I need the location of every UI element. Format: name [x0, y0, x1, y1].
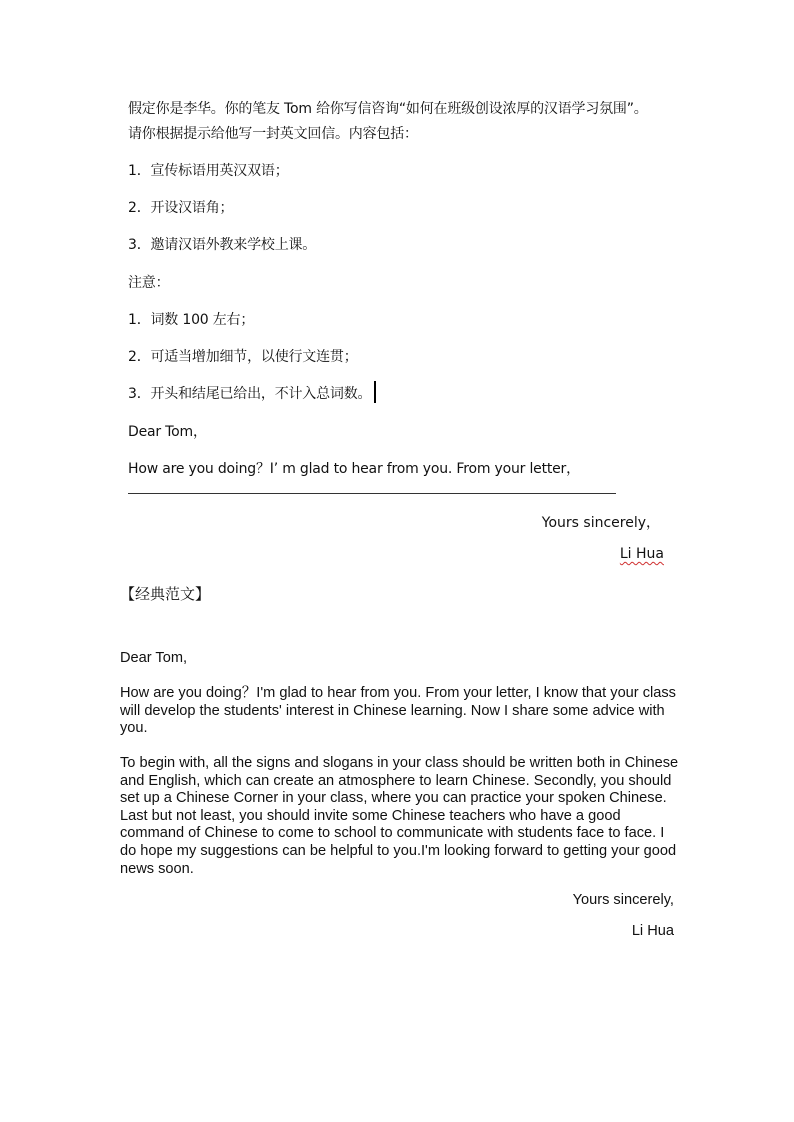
task-point-2: 2．开设汉语角； — [128, 200, 234, 216]
model-closing: Yours sincerely, — [572, 892, 674, 908]
model-heading: 【经典范文】 — [120, 585, 211, 603]
model-paragraph-2: To begin with, all the signs and slogans in your class should be written both in Chinese and English, which can create an atmosphere to learn Chinese. Secondly, you should set up a Chinese Corner in your class, where you can practice your spoken Chinese. Last but not least, you should invite some Chinese teachers who have a good command of Chinese to come to school to communicate with students face to face. I do hope my suggestions can be helpful to you.I'm looking forward to getting your good news soon. — [120, 755, 679, 877]
task-point-1: 1．宣传标语用英汉双语； — [128, 163, 289, 179]
model-signature: Li Hua — [631, 923, 674, 939]
model-salutation: Dear Tom, — [120, 650, 188, 666]
answer-blank-line — [128, 493, 616, 494]
notes-title: 注意： — [128, 275, 170, 291]
note-3-row — [128, 381, 376, 403]
task-closing: Yours sincerely， — [541, 515, 660, 531]
note-3: 3．开头和结尾已给出，不计入总词数。 — [128, 386, 372, 402]
model-paragraph-1: How are you doing？I'm glad to hear from you. From your letter, I know that your class will develop the students' interest in Chinese learning. Now I share some advice with you. — [120, 685, 676, 737]
text-cursor — [374, 381, 376, 403]
note-1: 1．词数 100 左右； — [128, 312, 255, 328]
task-opening: How are you doing？I’ m glad to hear from you. From your letter， — [128, 461, 580, 477]
note-2: 2．可适当增加细节，以使行文连贯； — [128, 349, 358, 365]
task-point-3: 3．邀请汉语外教来学校上课。 — [128, 237, 317, 253]
task-salutation: Dear Tom， — [128, 424, 207, 440]
task-prompt-line-2: 请你根据提示给他写一封英文回信。内容包括： — [128, 126, 418, 142]
task-prompt-line-1: 假定你是李华。你的笔友 Tom 给你写信咨询“如何在班级创设浓厚的汉语学习氛围”。 — [128, 101, 648, 117]
task-signature: Li Hua — [619, 546, 664, 562]
